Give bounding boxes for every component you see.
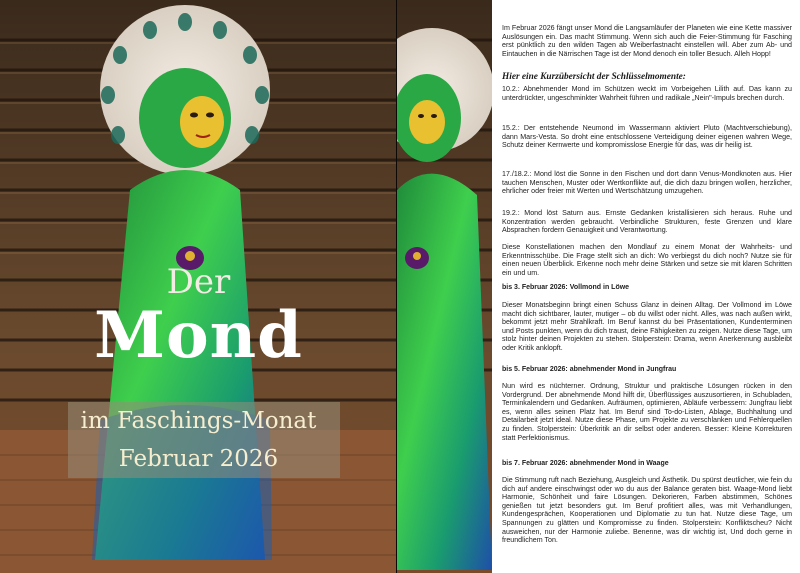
section-3-heading: bis 7. Februar 2026: abnehmender Mond in Waage	[502, 460, 669, 467]
section-2-text: Nun wird es nüchterner. Ordnung, Struktur und praktische Lösungen rücken in den Vordergrund. Der abnehmende Mond hilft dir, Überflüssiges auszusortieren, in Schubladen, Terminkalendern und Gedanken. Aufräumen, optimieren, Abläufe verbessern: Jungfrau liebt es, wenn alles seinen Platz hat. Im Beruf sind To-do-Listen, Ablage, Buchhaltung und Detailarbeit jetzt ideal. Nutze diese Phase, um Projekte zu verschlanken und Fehlerquellen zu finden. Stolperstein: Überkritik an dir selbst oder anderen. Besser: Kleine Korrekturen statt Perfektionismus.	[502, 382, 792, 442]
key-moment-2: 15.2.: Der entstehende Neumond im Wassermann aktiviert Pluto (Machtverschiebung), dann Mars-Vesta. So droht eine entschlossene Verteidigung deiner eigenen wahren Wege, Schutz deiner Kernwerte und kompromisslose Energie für das, was dir heilig ist.	[502, 124, 792, 150]
summary-paragraph: Diese Konstellationen machen den Mondlauf zu einem Monat der Wahrheits- und Erkenntnisschübe. Die Frage stellt sich an dich: Wo verbiegst du dich noch? Nutze sie für einen neuen Überblick. Erkenne noch mehr deine Stärken und setze sie mit klaren Schritten ein und um.	[502, 243, 792, 277]
cover-subtitle-line1: im Faschings-Monat	[80, 408, 317, 434]
section-2-heading: bis 5. Februar 2026: abnehmender Mond in Jungfrau	[502, 366, 677, 373]
cover-title-mond: Mond	[94, 298, 303, 373]
cover-page	[0, 0, 397, 573]
key-moment-1: 10.2.: Abnehmender Mond im Schützen weckt im Vorbeigehen Lilith auf. Das kann zu unterdrückter, ungeschminkter Wahrheit führen und radikale „Nein"-Impuls brechen durch.	[502, 85, 792, 102]
section-1-text: Dieser Monatsbeginn bringt einen Schuss Glanz in deinen Alltag. Der Vollmond im Löwe macht dich sichtbarer, lauter, mutiger – ob du willst oder nicht. Alles, was nach außen wirkt, bekommt jetzt mehr Strahlkraft. Im Beruf kannst du bei Präsentationen, Kundenterminen und Posts punkten, wenn du dich traust, deine Fähigkeiten zu zeigen. Nutze diese Tage, um stolz hinter deinen Projekten zu stehen. Stolperstein: Drama, wenn Anerkennung ausbleibt oder Kritik anklopft.	[502, 301, 792, 352]
key-moment-3: 17./18.2.: Mond löst die Sonne in den Fischen und dort dann Venus-Mondknoten aus. Hier tauchen Menschen, Muster oder Wertkonflikte auf, die dich dazu bringen wollen, herzlicher, ehrlicher oder freier mit Werten und Wertschätzung umzugehen.	[502, 170, 792, 196]
cover-subtitle-line2: Februar 2026	[118, 446, 279, 472]
key-moment-4: 19.2.: Mond löst Saturn aus. Ernste Gedanken kristallisieren sich heraus. Ruhe und Konzentration werden gebraucht. Verbindliche Strukturen, feste Grenzen und klare Absprachen fordern Genauigkeit und Verantwortung.	[502, 209, 792, 235]
section-3-text: Die Stimmung ruft nach Beziehung, Ausgleich und Ästhetik. Du spürst deutlicher, wie fein du dich auf andere einschwingst oder wo du aus der Balance geraten bist. Waage-Mond liebt Harmonie, Schönheit und faire Lösungen. Dekorieren, Farben abstimmen, Schönes genießen tut jetzt besonders gut. Im Beruf profitiert alles, was mit Verhandlungen, Kundengesprächen, Kooperationen und Diplomatie zu tun hat. Nutze diese Tage, um Spannungen zu glätten und Kompromisse zu finden. Stolperstein: Konfliktscheu? Nicht ausweichen, nur der Harmonie zuliebe. Benenne, was dir wichtig ist, Und doch gerne in freundlichem Ton.	[502, 476, 792, 545]
section-1-heading: bis 3. Februar 2026: Vollmond in Löwe	[502, 284, 630, 291]
intro-paragraph: Im Februar 2026 fängt unser Mond die Langsamläufer der Planeten wie eine Kette massiver Auslösungen ein. Das macht Stimmung. Wenn sich auch die Feier-Stimmung für Fasching erst pünktlich zu den wilden Tagen ab Weiberfastnacht einstellen will. Aber zum Ab- und Eintauchen in die Närrischen Tage ist der Mond denoch ein toller Besuch. Alleh Hopp!	[502, 24, 792, 58]
article-page	[492, 0, 800, 573]
photo-strip	[397, 0, 492, 573]
strip-photo	[397, 0, 492, 573]
overview-heading: Hier eine Kurzübersicht der Schlüsselmomente:	[502, 72, 686, 82]
cover-title-der: Der	[166, 262, 231, 302]
